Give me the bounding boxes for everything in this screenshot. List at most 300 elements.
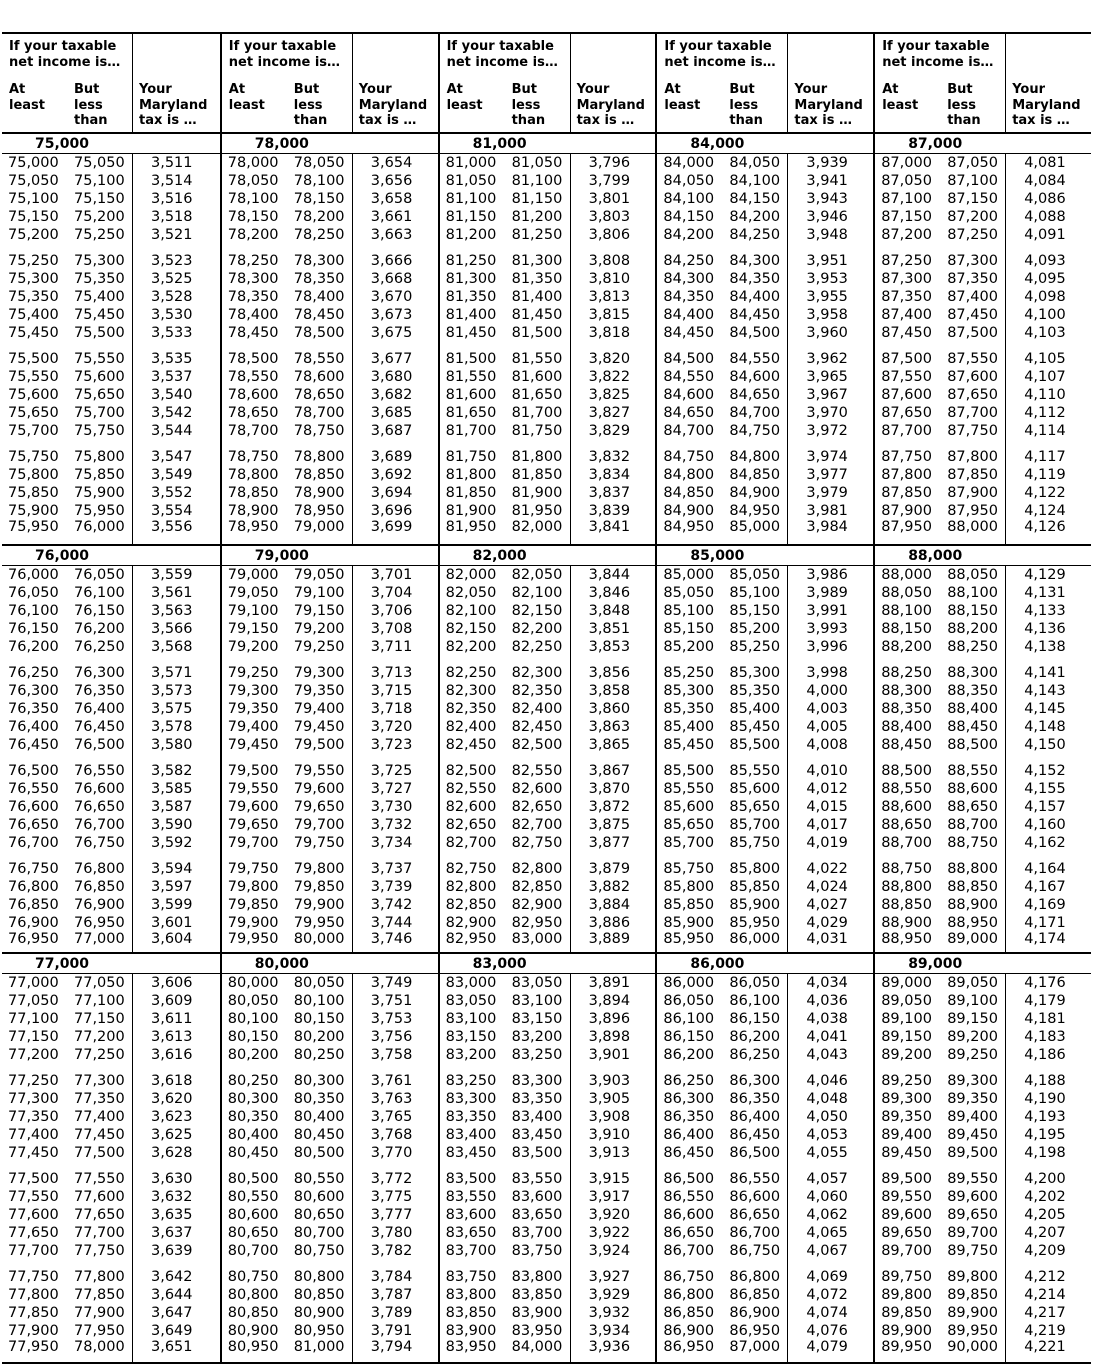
table-row [2,736,220,754]
but-less-than-cell: 77,550 [74,1171,125,1187]
table-row [875,252,1091,270]
tax-cell: 3,533 [151,325,193,341]
at-least-cell: 81,350 [445,289,497,305]
but-less-than-cell: 75,700 [74,405,125,421]
but-less-than-cell: 85,950 [729,915,781,931]
at-least-cell: 87,950 [881,519,932,535]
but-less-than-cell: 88,000 [947,519,998,535]
table-row [222,288,438,306]
tax-cell: 3,685 [370,405,413,421]
but-less-than-cell: 75,250 [74,227,125,243]
row-group [222,664,438,754]
but-less-than-cell: 78,850 [293,467,345,483]
table-row [440,448,656,466]
at-least-cell: 80,700 [227,1243,279,1259]
at-least-cell: 79,750 [227,861,279,877]
tax-header-line: tax is … [358,113,417,128]
at-least-cell: 79,950 [227,931,279,947]
but-less-than-cell: 77,450 [74,1127,125,1143]
at-least-cell: 81,500 [445,351,497,367]
but-less-than-cell: 81,200 [511,209,563,225]
table-row [875,584,1091,602]
tax-cell: 3,860 [588,701,631,717]
at-least-cell: 83,750 [445,1269,497,1285]
but-less-than-cell: 79,300 [293,665,345,681]
at-least-cell: 84,300 [663,271,715,287]
at-least-cell: 82,000 [445,567,497,583]
but-less-than-cell: 83,400 [511,1109,563,1125]
tax-cell: 4,103 [1024,325,1066,341]
at-least-cell: 80,500 [227,1171,279,1187]
row-group [440,252,656,342]
table-row [440,974,656,992]
tax-cell: 4,176 [1024,975,1066,991]
tax-cell: 3,784 [370,1269,413,1285]
table-row [657,1072,873,1090]
at-least-cell: 78,800 [227,467,279,483]
table-row [657,834,873,852]
tax-cell: 3,872 [588,799,631,815]
row-group [875,252,1091,342]
at-least-cell: 85,050 [663,585,715,601]
but-less-than-cell: 80,900 [293,1305,345,1321]
tax-cell: 3,929 [588,1287,631,1303]
tax-cell: 3,965 [806,369,848,385]
table-row [222,896,438,914]
tax-cell: 4,150 [1024,737,1066,753]
table-row [657,1126,873,1144]
table-row [2,896,220,914]
row-group [440,1268,656,1355]
table-row [875,1268,1091,1286]
at-least-cell: 81,400 [445,307,497,323]
tax-cell: 3,858 [588,683,631,699]
table-row [875,974,1091,992]
tax-cell: 4,183 [1024,1029,1066,1045]
but-less-than-cell: 83,050 [511,975,563,991]
table-row [657,664,873,682]
at-least-cell: 87,200 [881,227,932,243]
at-least-cell: 78,350 [227,289,279,305]
at-least-cell: 87,850 [881,485,932,501]
table-row [2,368,220,386]
block-heading-label: 85,000 [690,548,745,564]
tax-cell: 4,171 [1024,915,1066,931]
but-less-than-cell: 77,700 [74,1225,125,1241]
table-row [657,584,873,602]
table-row [657,190,873,208]
but-less-than-cell: 77,300 [74,1073,125,1089]
table-row [440,1242,656,1260]
table-row [440,878,656,896]
at-least-cell: 86,300 [663,1091,715,1107]
table-row [440,638,656,656]
table-row [440,270,656,288]
tax-cell: 3,566 [151,621,193,637]
block-heading [657,134,873,154]
tax-cell: 4,036 [806,993,848,1009]
tax-cell: 3,708 [370,621,413,637]
at-least-cell: 75,650 [8,405,59,421]
table-row [657,270,873,288]
at-least-cell: 83,850 [445,1305,497,1321]
tax-cell: 3,549 [151,467,193,483]
but-less-than-cell: 80,500 [293,1145,345,1161]
row-group [657,350,873,440]
but-less-than-cell: 81,400 [511,289,563,305]
but-less-than-cell: 85,000 [729,519,781,535]
table-row [440,1072,656,1090]
table-row [222,638,438,656]
but-less-than-cell: 86,200 [729,1029,781,1045]
table-row [2,1090,220,1108]
block-heading [657,546,873,566]
tax-cell: 4,200 [1024,1171,1066,1187]
at-least-cell: 79,150 [227,621,279,637]
table-row [222,190,438,208]
tax-cell: 3,808 [588,253,631,269]
table-row [222,798,438,816]
table-row [440,226,656,244]
but-less-than-header-line: less [729,97,759,113]
at-least-cell: 81,700 [445,423,497,439]
table-row [875,208,1091,226]
at-least-cell: 84,450 [663,325,715,341]
but-less-than-cell: 88,750 [947,835,998,851]
table-row [657,466,873,484]
table-row [2,1126,220,1144]
tax-cell: 3,875 [588,817,631,833]
but-less-than-header-line: less [293,97,323,113]
at-least-cell: 86,700 [663,1243,715,1259]
tax-cell: 4,029 [806,915,848,931]
at-least-cell: 85,800 [663,879,715,895]
tax-cell: 3,960 [806,325,848,341]
tax-cell: 3,753 [370,1011,413,1027]
tax-cell: 3,822 [588,369,631,385]
but-less-than-cell: 87,450 [947,307,998,323]
table-row [440,466,656,484]
tax-cell: 4,174 [1024,931,1066,947]
table-row [2,154,220,172]
tax-cell: 4,221 [1024,1339,1066,1355]
but-less-than-cell: 86,550 [729,1171,781,1187]
tax-cell: 3,946 [806,209,848,225]
at-least-cell: 87,450 [881,325,932,341]
tax-cell: 3,611 [151,1011,193,1027]
at-least-cell: 81,300 [445,271,497,287]
at-least-cell: 81,600 [445,387,497,403]
at-least-cell: 89,300 [881,1091,932,1107]
tax-cell: 3,734 [370,835,413,851]
but-less-than-header-line: But [729,82,755,97]
at-least-cell: 86,950 [663,1339,715,1355]
at-least-cell: 88,050 [881,585,932,601]
table-row [222,368,438,386]
at-least-cell: 86,650 [663,1225,715,1241]
but-less-than-cell: 83,700 [511,1225,563,1241]
at-least-cell: 75,550 [8,369,59,385]
tax-cell: 3,991 [806,603,848,619]
but-less-than-cell: 82,450 [511,719,563,735]
tax-cell: 4,190 [1024,1091,1066,1107]
at-least-cell: 77,050 [8,993,59,1009]
table-row [875,1304,1091,1322]
but-less-than-cell: 84,150 [729,191,781,207]
table-row [440,700,656,718]
at-least-cell: 79,650 [227,817,279,833]
income-block [875,954,1091,1364]
but-less-than-cell: 79,800 [293,861,345,877]
table-row [222,860,438,878]
at-least-cell: 77,300 [8,1091,59,1107]
at-least-cell: 85,250 [663,665,715,681]
table-row [875,664,1091,682]
tax-cell: 3,841 [588,519,631,535]
but-less-than-cell: 83,300 [511,1073,563,1089]
but-less-than-header-line: But [947,82,973,97]
tax-cell: 3,647 [151,1305,193,1321]
tax-header [139,82,219,129]
at-least-cell: 77,900 [8,1323,59,1339]
but-less-than-cell: 77,000 [74,931,125,947]
but-less-than-cell: 76,950 [74,915,125,931]
table-row [875,1242,1091,1260]
tax-cell: 4,069 [806,1269,848,1285]
at-least-cell: 87,150 [881,209,932,225]
but-less-than-cell: 79,600 [293,781,345,797]
table-row [2,1108,220,1126]
tax-cell: 3,582 [151,763,193,779]
table-row [875,834,1091,852]
tax-cell: 3,542 [151,405,193,421]
table-row [440,422,656,440]
table-row [657,1206,873,1224]
but-less-than-cell: 82,000 [511,519,563,535]
table-row [222,1010,438,1028]
at-least-cell: 81,750 [445,449,497,465]
table-row [2,386,220,404]
tax-cell: 3,556 [151,519,193,535]
at-least-cell: 79,050 [227,585,279,601]
at-least-cell: 77,150 [8,1029,59,1045]
table-row [657,208,873,226]
at-least-cell: 83,650 [445,1225,497,1241]
at-least-cell: 89,850 [881,1305,932,1321]
table-row [875,566,1091,584]
tax-cell: 4,012 [806,781,848,797]
at-least-cell: 75,050 [8,173,59,189]
tax-cell: 3,908 [588,1109,631,1125]
block-heading-label: 87,000 [908,136,963,152]
but-less-than-cell: 89,550 [947,1171,998,1187]
but-less-than-cell: 82,150 [511,603,563,619]
tax-header-line: Maryland [139,97,208,113]
column-divider [352,34,353,132]
tax-cell: 4,117 [1024,449,1066,465]
table-row [440,1108,656,1126]
tax-cell: 4,110 [1024,387,1066,403]
but-less-than-cell: 85,400 [729,701,781,717]
but-less-than-cell: 81,650 [511,387,563,403]
tax-cell: 3,649 [151,1323,193,1339]
tax-cell: 4,217 [1024,1305,1066,1321]
at-least-cell: 87,100 [881,191,932,207]
tax-cell: 3,879 [588,861,631,877]
at-least-cell: 86,850 [663,1305,715,1321]
table-row [657,1046,873,1064]
tax-cell: 4,126 [1024,519,1066,535]
but-less-than-cell: 80,650 [293,1207,345,1223]
but-less-than-cell: 75,750 [74,423,125,439]
but-less-than-cell: 75,550 [74,351,125,367]
table-row [657,620,873,638]
at-least-cell: 76,800 [8,879,59,895]
at-least-cell: 84,550 [663,369,715,385]
tax-cell: 3,746 [370,931,413,947]
at-least-cell: 79,000 [227,567,279,583]
at-least-cell: 79,550 [227,781,279,797]
table-row [222,172,438,190]
tax-cell: 4,181 [1024,1011,1066,1027]
but-less-than-cell: 84,500 [729,325,781,341]
at-least-cell: 89,950 [881,1339,932,1355]
but-less-than-cell: 81,450 [511,307,563,323]
tax-cell: 4,167 [1024,879,1066,895]
table-row [440,780,656,798]
but-less-than-cell: 80,850 [293,1287,345,1303]
tax-cell: 3,934 [588,1323,631,1339]
table-row [875,798,1091,816]
table-column [655,34,873,1362]
but-less-than-cell: 87,900 [947,485,998,501]
at-least-cell: 88,900 [881,915,932,931]
tax-header-line: tax is … [139,113,197,128]
but-less-than-cell: 88,200 [947,621,998,637]
at-least-cell: 83,700 [445,1243,497,1259]
at-least-cell: 75,900 [8,503,59,519]
tax-cell: 3,977 [806,467,848,483]
but-less-than-header-line: than [947,113,981,128]
but-less-than-cell: 82,950 [511,915,563,931]
at-least-header-line: least [9,97,45,113]
but-less-than-cell: 87,850 [947,467,998,483]
tax-cell: 3,575 [151,701,193,717]
table-row [657,306,873,324]
row-group [222,448,438,535]
but-less-than-cell: 84,750 [729,423,781,439]
tax-cell: 3,986 [806,567,848,583]
tax-cell: 4,155 [1024,781,1066,797]
row-group [657,762,873,852]
tax-cell: 3,894 [588,993,631,1009]
at-least-cell: 88,400 [881,719,932,735]
tax-cell: 3,951 [806,253,848,269]
table-row [440,718,656,736]
tax-cell: 4,129 [1024,567,1066,583]
at-least-cell: 88,750 [881,861,932,877]
table-row [222,1286,438,1304]
but-less-than-header [74,82,130,129]
table-row [875,1144,1091,1162]
tax-cell: 3,597 [151,879,193,895]
tax-cell: 3,870 [588,781,631,797]
tax-cell: 3,782 [370,1243,413,1259]
table-row [440,1322,656,1340]
table-row [222,1268,438,1286]
table-row [875,448,1091,466]
at-least-cell: 75,250 [8,253,59,269]
table-row [2,1206,220,1224]
at-least-cell: 88,150 [881,621,932,637]
at-least-cell: 85,450 [663,737,715,753]
tax-cell: 4,008 [806,737,848,753]
at-least-cell: 89,650 [881,1225,932,1241]
table-row [657,780,873,798]
at-least-cell: 80,150 [227,1029,279,1045]
at-least-cell: 75,850 [8,485,59,501]
tax-cell: 4,186 [1024,1047,1066,1063]
but-less-than-cell: 85,250 [729,639,781,655]
but-less-than-cell: 84,050 [729,155,781,171]
table-row [875,1072,1091,1090]
at-least-cell: 85,300 [663,683,715,699]
income-header-line: If your taxable [9,39,117,54]
tax-cell: 3,813 [588,289,631,305]
but-less-than-cell: 77,200 [74,1029,125,1045]
at-least-cell: 81,200 [445,227,497,243]
table-row [222,584,438,602]
tax-cell: 4,031 [806,931,848,947]
but-less-than-cell: 76,500 [74,737,125,753]
but-less-than-cell: 84,000 [511,1339,563,1355]
but-less-than-cell: 80,300 [293,1073,345,1089]
row-group [222,566,438,656]
but-less-than-cell: 81,850 [511,467,563,483]
tax-cell: 3,521 [151,227,193,243]
but-less-than-cell: 89,800 [947,1269,998,1285]
but-less-than-cell: 88,600 [947,781,998,797]
at-least-cell: 81,100 [445,191,497,207]
at-least-cell: 89,350 [881,1109,932,1125]
at-least-cell: 84,950 [663,519,715,535]
at-least-cell: 81,650 [445,405,497,421]
tax-cell: 3,737 [370,861,413,877]
at-least-cell: 86,750 [663,1269,715,1285]
but-less-than-cell: 75,800 [74,449,125,465]
table-row [222,736,438,754]
at-least-cell: 77,950 [8,1339,59,1355]
table-row [440,324,656,342]
at-least-cell: 84,600 [663,387,715,403]
block-heading-label: 75,000 [35,136,90,152]
but-less-than-cell: 89,600 [947,1189,998,1205]
but-less-than-cell: 79,850 [293,879,345,895]
but-less-than-cell: 81,250 [511,227,563,243]
table-row [440,1090,656,1108]
tax-cell: 3,528 [151,289,193,305]
but-less-than-cell: 85,850 [729,879,781,895]
but-less-than-cell: 79,250 [293,639,345,655]
but-less-than-cell: 85,450 [729,719,781,735]
at-least-header-line: At [882,82,899,97]
table-column [438,34,656,1362]
tax-cell: 3,905 [588,1091,631,1107]
block-heading [875,954,1091,974]
but-less-than-cell: 78,400 [293,289,345,305]
table-row [222,208,438,226]
but-less-than-cell: 86,250 [729,1047,781,1063]
